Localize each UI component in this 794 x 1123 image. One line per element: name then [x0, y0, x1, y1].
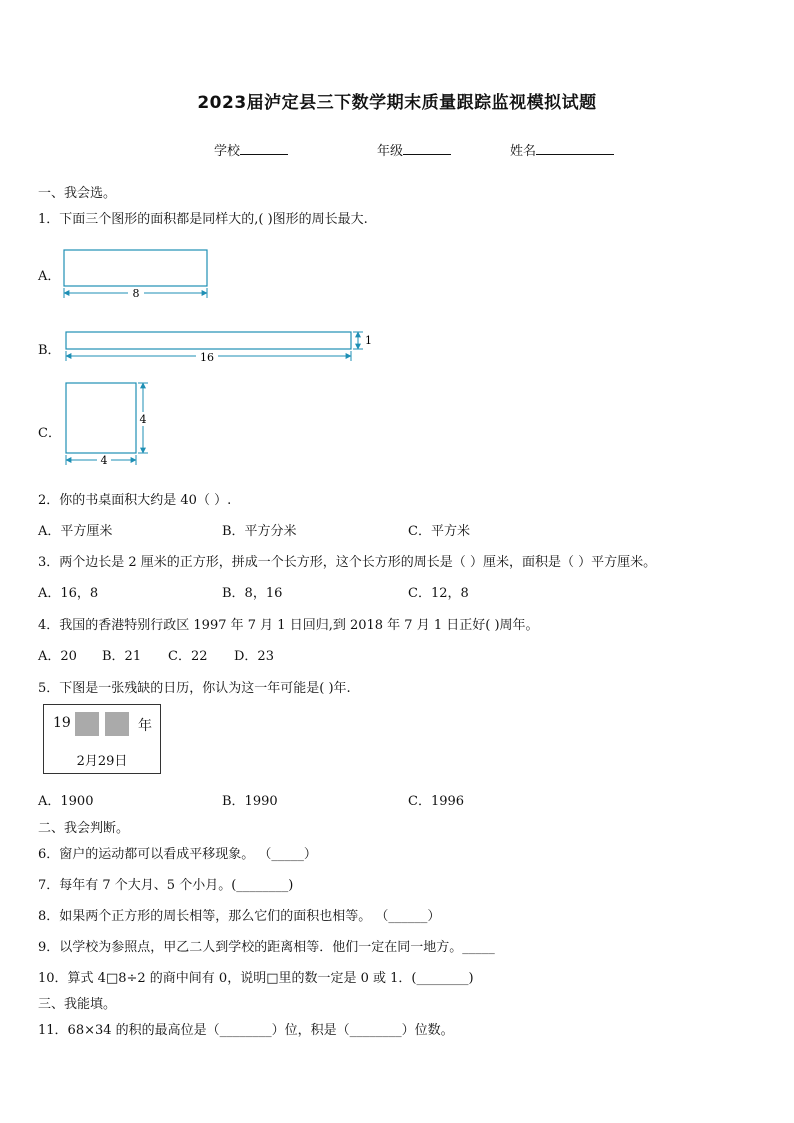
- q5-option-a: A．1900: [38, 794, 94, 809]
- q2-option-c: C．平方米: [408, 524, 470, 539]
- calendar-missing-digit-1: [75, 712, 99, 736]
- q4-option-a: A．20: [38, 649, 77, 664]
- q3-option-b: B．8，16: [222, 586, 283, 601]
- page-title: 2023届泸定县三下数学期末质量跟踪监视模拟试题: [197, 93, 597, 113]
- shape-a-length: 8: [132, 287, 140, 300]
- shape-b-height: 1: [365, 334, 372, 347]
- q1-label-c: C．: [38, 426, 61, 441]
- question-4: 4．我国的香港特别行政区 1997 年 7 月 1 日回归,到 2018 年 7 月 1 日正好( )周年。: [38, 618, 539, 633]
- q4-option-b: B．21: [102, 649, 142, 664]
- q3-option-c: C．12，8: [408, 586, 469, 601]
- question-7: 7．每年有 7 个大月、5 个小月。(________): [38, 878, 294, 893]
- q4-option-c: C．22: [168, 649, 208, 664]
- section-three-heading: 三、我能填。: [38, 997, 117, 1012]
- school-label: 学校: [214, 144, 241, 159]
- calendar-missing-digit-2: [105, 712, 129, 736]
- q2-option-b: B．平方分米: [222, 524, 297, 539]
- calendar-year-prefix: 19: [53, 715, 71, 731]
- shape-c-width: 4: [100, 454, 108, 467]
- question-3: 3．两个边长是 2 厘米的正方形，拼成一个长方形，这个长方形的周长是（ ）厘米，面积是（ ）平方厘米。: [38, 555, 657, 570]
- q5-option-c: C．1996: [408, 794, 465, 809]
- section-two-heading: 二、我会判断。: [38, 821, 130, 836]
- question-10: 10．算式 4□8÷2 的商中间有 0，说明□里的数一定是 0 或 1．(________): [38, 971, 474, 986]
- shape-c-rect: [66, 383, 136, 453]
- q3-option-a: A．16，8: [38, 586, 99, 601]
- question-1: 1．下面三个图形的面积都是同样大的,( )图形的周长最大.: [38, 212, 368, 227]
- shape-a-rect: [64, 250, 207, 286]
- q5-option-b: B．1990: [222, 794, 278, 809]
- section-one-heading: 一、我会选。: [38, 186, 117, 201]
- question-6: 6．窗户的运动都可以看成平移现象。 （_____）: [38, 847, 317, 862]
- q1-figures: [0, 0, 794, 480]
- shape-b-rect: [66, 332, 351, 349]
- question-9: 9．以学校为参照点，甲乙二人到学校的距离相等．他们一定在同一地方。_____: [38, 940, 495, 955]
- name-label: 姓名: [510, 144, 537, 159]
- question-8: 8．如果两个正方形的周长相等，那么它们的面积也相等。 （______）: [38, 909, 441, 924]
- calendar-card: [43, 704, 161, 774]
- calendar-date: 2月29日: [76, 754, 128, 769]
- shape-b-length: 16: [200, 351, 214, 364]
- q1-label-a: A．: [38, 269, 61, 284]
- q1-label-b: B．: [38, 343, 61, 358]
- q4-option-d: D．23: [234, 649, 274, 664]
- q2-option-a: A．平方厘米: [38, 524, 113, 539]
- question-11: 11．68×34 的积的最高位是（________）位，积是（________）位数。: [38, 1023, 454, 1038]
- question-5: 5．下图是一张残缺的日历，你认为这一年可能是( )年.: [38, 681, 351, 696]
- shape-c-height: 4: [139, 413, 147, 426]
- calendar-year-suffix: 年: [138, 718, 152, 734]
- grade-label: 年级: [377, 144, 404, 159]
- question-2: 2．你的书桌面积大约是 40（ ）.: [38, 493, 232, 508]
